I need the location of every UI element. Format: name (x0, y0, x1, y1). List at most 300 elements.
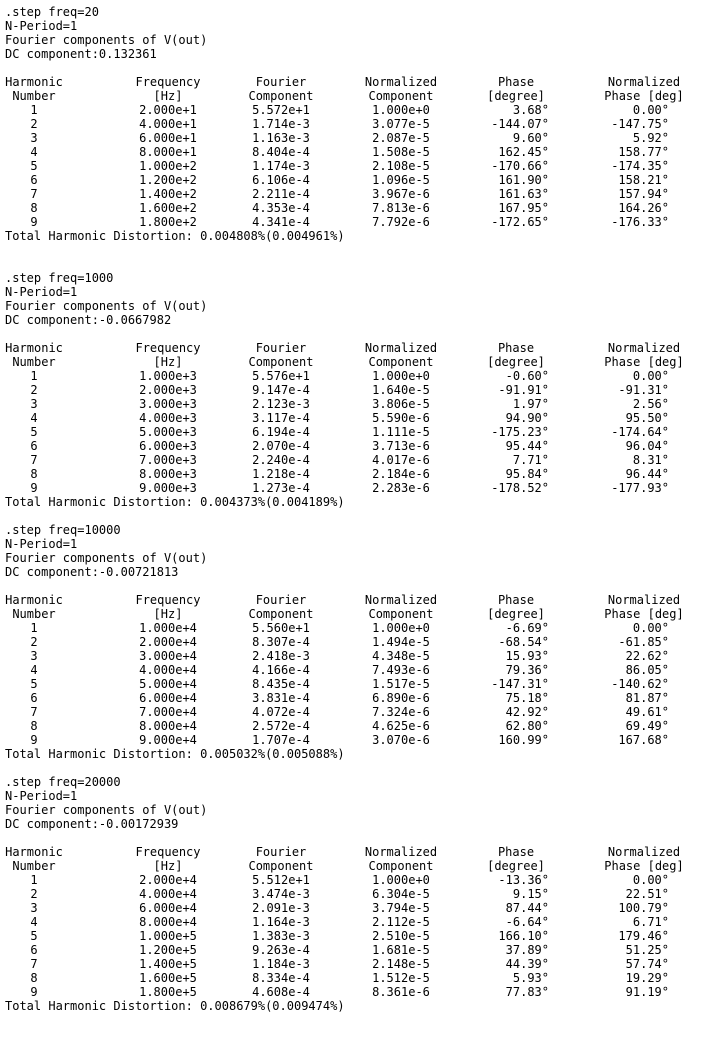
normalized-phase: 2.56° (632, 397, 669, 411)
header-phase: Phase (497, 341, 535, 355)
normalized-component: 6.890e-6 (372, 691, 430, 705)
table-row (5, 929, 705, 943)
normalized-component: 3.713e-6 (372, 439, 430, 453)
header-normalized: Component (368, 607, 434, 621)
normalized-phase: 167.68° (618, 733, 669, 747)
normalized-component: 7.792e-6 (372, 215, 430, 229)
header-normalized: Normalized (364, 341, 438, 355)
normalized-component: 3.794e-5 (372, 901, 430, 915)
table-row (5, 159, 705, 173)
fourier-component: 9.147e-4 (252, 383, 310, 397)
phase: -170.66° (491, 159, 549, 173)
normalized-phase: 81.87° (625, 691, 669, 705)
header-normalized: Normalized (364, 593, 438, 607)
harmonic-number: 2 (30, 117, 38, 131)
normalized-phase: 91.19° (625, 985, 669, 999)
phase: 5.93° (512, 971, 549, 985)
table-row (5, 411, 705, 425)
table-row (5, 215, 705, 229)
phase: 9.15° (512, 887, 549, 901)
normalized-phase: 158.21° (618, 173, 669, 187)
fourier-component: 8.435e-4 (252, 677, 310, 691)
frequency: 3.000e+4 (139, 649, 197, 663)
phase: 42.92° (505, 705, 549, 719)
header-normalized-phase: Phase [deg] (604, 89, 684, 103)
frequency: 6.000e+1 (139, 131, 197, 145)
dc-component: DC component:-0.00721813 (5, 565, 179, 579)
harmonic-number: 1 (30, 621, 38, 635)
normalized-phase: -61.85° (618, 635, 669, 649)
harmonic-number: 4 (30, 915, 38, 929)
table-row (5, 901, 705, 915)
fourier-component: 1.714e-3 (252, 117, 310, 131)
normalized-phase: 49.61° (625, 705, 669, 719)
header-phase: [degree] (487, 89, 545, 103)
frequency: 2.000e+4 (139, 635, 197, 649)
frequency: 9.000e+4 (139, 733, 197, 747)
normalized-phase: 157.94° (618, 187, 669, 201)
fourier-component: 4.353e-4 (252, 201, 310, 215)
normalized-component: 1.508e-5 (372, 145, 430, 159)
total-harmonic-distortion: Total Harmonic Distortion: 0.004808%(0.004961%) (5, 229, 345, 243)
fourier-component: 2.091e-3 (252, 901, 310, 915)
frequency: 7.000e+4 (139, 705, 197, 719)
fourier-component: 1.218e-4 (252, 467, 310, 481)
normalized-component: 7.324e-6 (372, 705, 430, 719)
dc-component: DC component:-0.00172939 (5, 817, 179, 831)
fourier-component: 2.418e-3 (252, 649, 310, 663)
normalized-component: 1.000e+0 (372, 621, 430, 635)
harmonic-number: 9 (30, 215, 38, 229)
harmonic-number: 7 (30, 957, 38, 971)
fourier-component: 2.572e-4 (252, 719, 310, 733)
frequency: 8.000e+4 (139, 915, 197, 929)
header-harmonic: Harmonic (5, 341, 63, 355)
normalized-component: 2.112e-5 (372, 915, 430, 929)
table-row (5, 145, 705, 159)
harmonic-number: 5 (30, 929, 38, 943)
header-fourier: Fourier (255, 593, 307, 607)
phase: 162.45° (498, 145, 549, 159)
table-row (5, 621, 705, 635)
phase: 7.71° (512, 453, 549, 467)
normalized-phase: 22.62° (625, 649, 669, 663)
fourier-component: 2.123e-3 (252, 397, 310, 411)
harmonic-number: 1 (30, 103, 38, 117)
nperiod-line: N-Period=1 (5, 19, 78, 33)
fourier-component: 2.070e-4 (252, 439, 310, 453)
normalized-phase: 19.29° (625, 971, 669, 985)
nperiod-line: N-Period=1 (5, 285, 78, 299)
header-normalized-phase: Phase [deg] (604, 355, 684, 369)
frequency: 1.800e+5 (139, 985, 197, 999)
header-normalized-phase: Normalized (607, 75, 681, 89)
frequency: 2.000e+4 (139, 873, 197, 887)
normalized-component: 4.625e-6 (372, 719, 430, 733)
normalized-component: 4.017e-6 (372, 453, 430, 467)
phase: -13.36° (498, 873, 549, 887)
table-row (5, 103, 705, 117)
phase: -6.69° (505, 621, 549, 635)
header-frequency: Frequency (135, 75, 201, 89)
harmonic-number: 7 (30, 705, 38, 719)
normalized-component: 1.000e+0 (372, 369, 430, 383)
normalized-phase: 51.25° (625, 943, 669, 957)
header-normalized: Component (368, 859, 434, 873)
dc-component: DC component:0.132361 (5, 47, 157, 61)
frequency: 6.000e+4 (139, 901, 197, 915)
frequency: 1.000e+2 (139, 159, 197, 173)
total-harmonic-distortion: Total Harmonic Distortion: 0.005032%(0.005088%) (5, 747, 345, 761)
table-row (5, 481, 705, 495)
table-row (5, 691, 705, 705)
fourier-component: 4.072e-4 (252, 705, 310, 719)
harmonic-number: 8 (30, 971, 38, 985)
frequency: 9.000e+3 (139, 481, 197, 495)
normalized-component: 1.512e-5 (372, 971, 430, 985)
normalized-component: 2.087e-5 (372, 131, 430, 145)
phase: 95.84° (505, 467, 549, 481)
table-row (5, 383, 705, 397)
normalized-component: 2.510e-5 (372, 929, 430, 943)
phase: 44.39° (505, 957, 549, 971)
normalized-component: 7.493e-6 (372, 663, 430, 677)
normalized-phase: 0.00° (632, 873, 669, 887)
frequency: 1.600e+2 (139, 201, 197, 215)
section-title: Fourier components of V(out) (5, 803, 208, 817)
normalized-component: 3.070e-6 (372, 733, 430, 747)
harmonic-number: 5 (30, 425, 38, 439)
fourier-component: 3.831e-4 (252, 691, 310, 705)
normalized-component: 4.348e-5 (372, 649, 430, 663)
fourier-component: 1.184e-3 (252, 957, 310, 971)
table-row (5, 915, 705, 929)
fourier-component: 2.211e-4 (252, 187, 310, 201)
phase: 9.60° (512, 131, 549, 145)
header-fourier: Component (248, 607, 314, 621)
frequency: 2.000e+3 (139, 383, 197, 397)
phase: 75.18° (505, 691, 549, 705)
normalized-phase: 57.74° (625, 957, 669, 971)
harmonic-number: 2 (30, 383, 38, 397)
header-frequency: [Hz] (153, 89, 183, 103)
phase: -172.65° (491, 215, 549, 229)
harmonic-number: 2 (30, 635, 38, 649)
normalized-component: 1.494e-5 (372, 635, 430, 649)
normalized-phase: 179.46° (618, 929, 669, 943)
frequency: 1.800e+2 (139, 215, 197, 229)
frequency: 1.000e+5 (139, 929, 197, 943)
header-frequency: Frequency (135, 845, 201, 859)
header-frequency: Frequency (135, 341, 201, 355)
table-row (5, 187, 705, 201)
harmonic-number: 7 (30, 453, 38, 467)
header-phase: Phase (497, 593, 535, 607)
harmonic-number: 1 (30, 873, 38, 887)
fourier-component: 5.560e+1 (252, 621, 310, 635)
harmonic-number: 4 (30, 663, 38, 677)
normalized-component: 1.681e-5 (372, 943, 430, 957)
fourier-component: 4.341e-4 (252, 215, 310, 229)
table-row (5, 201, 705, 215)
phase: -178.52° (491, 481, 549, 495)
frequency: 8.000e+4 (139, 719, 197, 733)
step-line: .step freq=20000 (5, 775, 121, 789)
table-row (5, 957, 705, 971)
fourier-component: 3.117e-4 (252, 411, 310, 425)
normalized-phase: 69.49° (625, 719, 669, 733)
normalized-component: 2.148e-5 (372, 957, 430, 971)
phase: 161.90° (498, 173, 549, 187)
normalized-phase: 0.00° (632, 369, 669, 383)
section-title: Fourier components of V(out) (5, 551, 208, 565)
normalized-component: 6.304e-5 (372, 887, 430, 901)
harmonic-number: 9 (30, 733, 38, 747)
frequency: 1.200e+5 (139, 943, 197, 957)
normalized-phase: 6.71° (632, 915, 669, 929)
header-phase: [degree] (487, 355, 545, 369)
frequency: 4.000e+4 (139, 887, 197, 901)
normalized-component: 2.184e-6 (372, 467, 430, 481)
phase: 161.63° (498, 187, 549, 201)
phase: -6.64° (505, 915, 549, 929)
table-row (5, 719, 705, 733)
table-row (5, 705, 705, 719)
normalized-component: 1.640e-5 (372, 383, 430, 397)
normalized-phase: -174.35° (611, 159, 669, 173)
step-line: .step freq=20 (5, 5, 99, 19)
frequency: 7.000e+3 (139, 453, 197, 467)
normalized-phase: 0.00° (632, 621, 669, 635)
fourier-component: 6.106e-4 (252, 173, 310, 187)
normalized-phase: 100.79° (618, 901, 669, 915)
step-line: .step freq=1000 (5, 271, 114, 285)
harmonic-number: 6 (30, 439, 38, 453)
phase: 3.68° (512, 103, 549, 117)
normalized-phase: -177.93° (611, 481, 669, 495)
phase: 94.90° (505, 411, 549, 425)
frequency: 6.000e+3 (139, 439, 197, 453)
phase: 15.93° (505, 649, 549, 663)
frequency: 1.000e+4 (139, 621, 197, 635)
fourier-component: 1.163e-3 (252, 131, 310, 145)
frequency: 3.000e+3 (139, 397, 197, 411)
frequency: 8.000e+3 (139, 467, 197, 481)
table-row (5, 397, 705, 411)
normalized-phase: 86.05° (625, 663, 669, 677)
phase: -0.60° (505, 369, 549, 383)
frequency: 1.400e+2 (139, 187, 197, 201)
normalized-component: 1.096e-5 (372, 173, 430, 187)
table-row (5, 117, 705, 131)
header-fourier: Fourier (255, 845, 307, 859)
harmonic-number: 7 (30, 187, 38, 201)
normalized-phase: 96.04° (625, 439, 669, 453)
phase: -91.91° (498, 383, 549, 397)
normalized-phase: -140.62° (611, 677, 669, 691)
fourier-component: 1.383e-3 (252, 929, 310, 943)
header-harmonic: Number (12, 355, 56, 369)
table-row (5, 173, 705, 187)
header-normalized: Component (368, 355, 434, 369)
header-fourier: Fourier (255, 341, 307, 355)
frequency: 4.000e+4 (139, 663, 197, 677)
header-normalized: Component (368, 89, 434, 103)
normalized-component: 8.361e-6 (372, 985, 430, 999)
phase: -147.31° (491, 677, 549, 691)
normalized-phase: -91.31° (618, 383, 669, 397)
normalized-phase: 95.50° (625, 411, 669, 425)
header-fourier: Component (248, 859, 314, 873)
table-row (5, 985, 705, 999)
harmonic-number: 6 (30, 943, 38, 957)
harmonic-number: 1 (30, 369, 38, 383)
harmonic-number: 3 (30, 649, 38, 663)
table-row (5, 663, 705, 677)
normalized-component: 5.590e-6 (372, 411, 430, 425)
normalized-phase: 164.26° (618, 201, 669, 215)
frequency: 1.400e+5 (139, 957, 197, 971)
normalized-component: 1.111e-5 (372, 425, 430, 439)
nperiod-line: N-Period=1 (5, 537, 78, 551)
table-row (5, 467, 705, 481)
section-title: Fourier components of V(out) (5, 33, 208, 47)
normalized-phase: 158.77° (618, 145, 669, 159)
header-phase: Phase (497, 845, 535, 859)
nperiod-line: N-Period=1 (5, 789, 78, 803)
frequency: 1.200e+2 (139, 173, 197, 187)
normalized-component: 1.000e+0 (372, 873, 430, 887)
frequency: 5.000e+4 (139, 677, 197, 691)
fourier-component: 1.707e-4 (252, 733, 310, 747)
table-row (5, 677, 705, 691)
normalized-phase: -147.75° (611, 117, 669, 131)
fourier-component: 8.334e-4 (252, 971, 310, 985)
table-row (5, 369, 705, 383)
table-row (5, 453, 705, 467)
header-normalized-phase: Normalized (607, 845, 681, 859)
fourier-component: 1.273e-4 (252, 481, 310, 495)
normalized-component: 1.000e+0 (372, 103, 430, 117)
header-fourier: Component (248, 89, 314, 103)
frequency: 6.000e+4 (139, 691, 197, 705)
total-harmonic-distortion: Total Harmonic Distortion: 0.004373%(0.004189%) (5, 495, 345, 509)
normalized-phase: 0.00° (632, 103, 669, 117)
harmonic-number: 3 (30, 901, 38, 915)
fourier-component: 9.263e-4 (252, 943, 310, 957)
frequency: 5.000e+3 (139, 425, 197, 439)
frequency: 4.000e+3 (139, 411, 197, 425)
table-row (5, 971, 705, 985)
dc-component: DC component:-0.0667982 (5, 313, 172, 327)
normalized-phase: 22.51° (625, 887, 669, 901)
fourier-component: 2.240e-4 (252, 453, 310, 467)
header-normalized-phase: Phase [deg] (604, 607, 684, 621)
header-frequency: [Hz] (153, 355, 183, 369)
frequency: 1.000e+3 (139, 369, 197, 383)
harmonic-number: 4 (30, 145, 38, 159)
phase: 95.44° (505, 439, 549, 453)
fourier-component: 4.608e-4 (252, 985, 310, 999)
normalized-component: 3.967e-6 (372, 187, 430, 201)
header-normalized-phase: Normalized (607, 341, 681, 355)
step-line: .step freq=10000 (5, 523, 121, 537)
harmonic-number: 9 (30, 481, 38, 495)
header-harmonic: Number (12, 859, 56, 873)
frequency: 8.000e+1 (139, 145, 197, 159)
frequency: 1.600e+5 (139, 971, 197, 985)
harmonic-number: 8 (30, 467, 38, 481)
harmonic-number: 3 (30, 131, 38, 145)
header-normalized: Normalized (364, 845, 438, 859)
header-normalized-phase: Phase [deg] (604, 859, 684, 873)
normalized-component: 3.077e-5 (372, 117, 430, 131)
phase: 62.80° (505, 719, 549, 733)
phase: 79.36° (505, 663, 549, 677)
fourier-component: 5.576e+1 (252, 369, 310, 383)
table-row (5, 733, 705, 747)
normalized-component: 7.813e-6 (372, 201, 430, 215)
table-row (5, 873, 705, 887)
header-phase: [degree] (487, 859, 545, 873)
fourier-component: 8.404e-4 (252, 145, 310, 159)
fourier-component: 4.166e-4 (252, 663, 310, 677)
frequency: 4.000e+1 (139, 117, 197, 131)
phase: 166.10° (498, 929, 549, 943)
normalized-phase: 5.92° (632, 131, 669, 145)
harmonic-number: 9 (30, 985, 38, 999)
phase: 37.89° (505, 943, 549, 957)
harmonic-number: 2 (30, 887, 38, 901)
section-title: Fourier components of V(out) (5, 299, 208, 313)
fourier-component: 5.512e+1 (252, 873, 310, 887)
normalized-component: 3.806e-5 (372, 397, 430, 411)
header-harmonic: Harmonic (5, 593, 63, 607)
harmonic-number: 6 (30, 691, 38, 705)
normalized-component: 2.283e-6 (372, 481, 430, 495)
phase: 160.99° (498, 733, 549, 747)
fourier-component: 3.474e-3 (252, 887, 310, 901)
harmonic-number: 6 (30, 173, 38, 187)
phase: -68.54° (498, 635, 549, 649)
fourier-component: 6.194e-4 (252, 425, 310, 439)
table-row (5, 635, 705, 649)
fourier-component: 5.572e+1 (252, 103, 310, 117)
normalized-component: 1.517e-5 (372, 677, 430, 691)
phase: 167.95° (498, 201, 549, 215)
harmonic-number: 3 (30, 397, 38, 411)
header-phase: Phase (497, 75, 535, 89)
harmonic-number: 8 (30, 201, 38, 215)
table-row (5, 425, 705, 439)
fourier-component: 1.164e-3 (252, 915, 310, 929)
table-row (5, 887, 705, 901)
phase: -144.07° (491, 117, 549, 131)
header-frequency: [Hz] (153, 859, 183, 873)
header-harmonic: Harmonic (5, 75, 63, 89)
header-fourier: Component (248, 355, 314, 369)
harmonic-number: 4 (30, 411, 38, 425)
header-phase: [degree] (487, 607, 545, 621)
header-fourier: Fourier (255, 75, 307, 89)
header-normalized: Normalized (364, 75, 438, 89)
fourier-component: 1.174e-3 (252, 159, 310, 173)
phase: 77.83° (505, 985, 549, 999)
header-frequency: Frequency (135, 593, 201, 607)
phase: 87.44° (505, 901, 549, 915)
table-row (5, 439, 705, 453)
normalized-phase: -174.64° (611, 425, 669, 439)
